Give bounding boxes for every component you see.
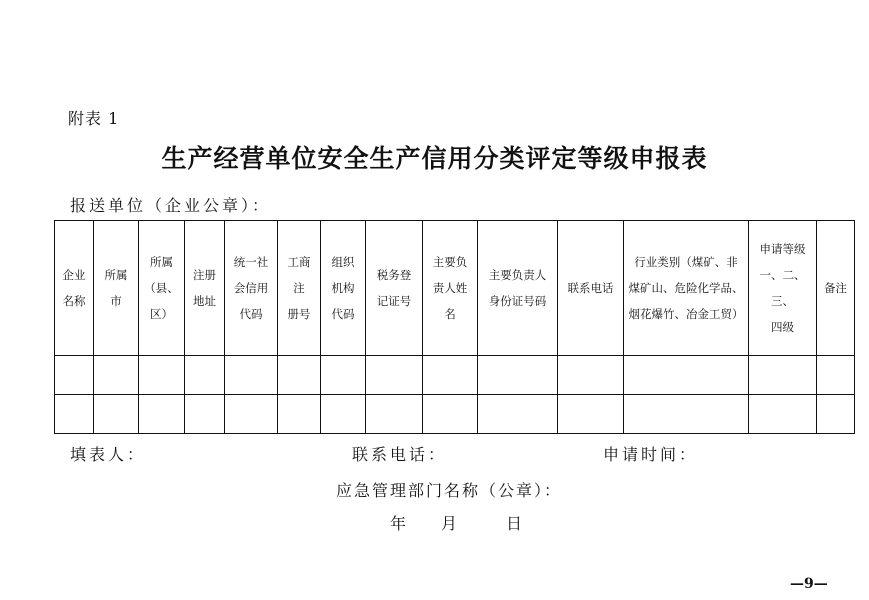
page-number: —9—: [790, 576, 828, 592]
header-line: 统一社: [233, 255, 269, 269]
date-year-label: 年: [390, 514, 407, 533]
header-line: 代码: [239, 307, 263, 321]
table-cell[interactable]: [366, 395, 423, 434]
header-line: （县、: [144, 281, 179, 295]
header-line: 税务登: [376, 268, 412, 282]
table-cell[interactable]: [225, 356, 278, 395]
header-line: 烟花爆竹、冶金工贸）: [628, 307, 744, 321]
table-header-cell: [94, 221, 139, 356]
header-line: 主要负: [432, 255, 468, 269]
reporting-unit-label: 报送单位（企业公章）：: [70, 196, 272, 215]
header-line: 企业: [62, 268, 86, 282]
header-line: 申请等级: [759, 242, 806, 256]
table-cell[interactable]: [278, 356, 321, 395]
header-line: 一、二、三、: [759, 268, 806, 308]
table-cell[interactable]: [624, 395, 749, 434]
header-line: 机构: [331, 281, 355, 295]
table-body: [55, 356, 855, 434]
table-header-cell: [139, 221, 185, 356]
table-header-cell: [225, 221, 278, 356]
table-cell[interactable]: [185, 395, 225, 434]
table-header-cell: [278, 221, 321, 356]
header-line: 工商: [287, 255, 311, 269]
table-header-cell: [321, 221, 366, 356]
header-line: 组织: [331, 255, 355, 269]
header-line: 主要负责人: [488, 268, 547, 282]
table-header-cell: [624, 221, 749, 356]
application-form-table: [54, 220, 855, 434]
table-header-cell: [478, 221, 558, 356]
header-line: 地址: [193, 294, 216, 308]
table-cell[interactable]: [423, 395, 478, 434]
apply-time-label: 申请时间：: [603, 445, 699, 464]
table-cell[interactable]: [817, 356, 855, 395]
table-row: [55, 395, 855, 434]
attachment-label: 附表 1: [68, 109, 120, 128]
table-cell[interactable]: [185, 356, 225, 395]
table-cell[interactable]: [817, 395, 855, 434]
table-cell[interactable]: [139, 356, 185, 395]
header-line: 注: [293, 281, 305, 295]
table-cell[interactable]: [558, 356, 624, 395]
date-day-label: 日: [506, 514, 523, 533]
header-line: 代码: [331, 307, 355, 321]
header-line: 册号: [287, 307, 311, 321]
header-line: 联系电话: [567, 281, 614, 295]
table-cell[interactable]: [225, 395, 278, 434]
table-cell[interactable]: [321, 395, 366, 434]
table-cell[interactable]: [423, 356, 478, 395]
table-cell[interactable]: [749, 356, 817, 395]
header-line: 名: [444, 307, 456, 321]
table-cell[interactable]: [624, 356, 749, 395]
header-line: 备注: [824, 281, 847, 295]
header-line: 注册: [193, 268, 216, 282]
header-line: 行业类别（煤矿、非: [634, 255, 738, 269]
table-cell[interactable]: [478, 395, 558, 434]
table-cell[interactable]: [94, 395, 139, 434]
table-header-cell: [749, 221, 817, 356]
document-title: 生产经营单位安全生产信用分类评定等级申报表: [161, 144, 708, 173]
table-cell[interactable]: [321, 356, 366, 395]
header-line: 责人姓: [432, 281, 468, 295]
table-cell[interactable]: [558, 395, 624, 434]
table-cell[interactable]: [478, 356, 558, 395]
header-line: 名称: [62, 294, 86, 308]
date-month-label: 月: [441, 514, 458, 533]
table-header-cell: [423, 221, 478, 356]
contact-phone-label: 联系电话：: [352, 445, 448, 464]
table-cell[interactable]: [139, 395, 185, 434]
table-header-cell: [55, 221, 94, 356]
header-line: 煤矿山、危险化学品、: [628, 281, 744, 295]
table-cell[interactable]: [94, 356, 139, 395]
header-line: 四级: [771, 320, 794, 334]
table-header-row: [55, 221, 855, 356]
header-line: 记证号: [376, 294, 412, 308]
table-cell[interactable]: [749, 395, 817, 434]
header-line: 身份证号码: [488, 294, 547, 308]
table-cell[interactable]: [278, 395, 321, 434]
table-header-cell: [558, 221, 624, 356]
table-cell[interactable]: [366, 356, 423, 395]
dept-name-label: 应急管理部门名称（公章）：: [336, 481, 563, 500]
table-cell[interactable]: [55, 395, 94, 434]
table-cell[interactable]: [55, 356, 94, 395]
header-line: 所属: [150, 255, 173, 269]
header-line: 区）: [150, 307, 173, 321]
table-header-cell: [817, 221, 855, 356]
filler-label: 填表人：: [70, 445, 147, 464]
header-line: 所属: [104, 268, 128, 282]
table-header-cell: [185, 221, 225, 356]
table-header-cell: [366, 221, 423, 356]
header-line: 市: [110, 294, 122, 308]
table-row: [55, 356, 855, 395]
header-line: 会信用: [233, 281, 269, 295]
